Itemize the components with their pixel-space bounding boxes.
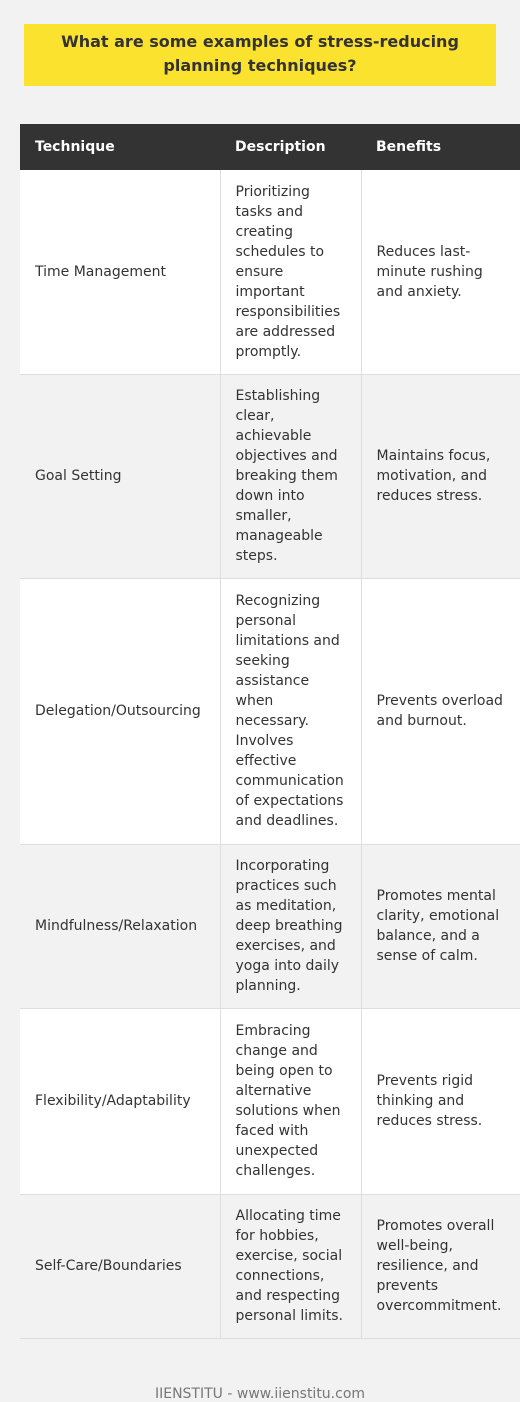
table-row [20,578,520,844]
benefits-cell: Promotes mental clarity, emotional balance, and a sense of calm. [361,844,520,1008]
technique-cell: Flexibility/Adaptability [20,1008,220,1194]
header-description: Description [220,124,361,170]
benefits-cell: Prevents overload and burnout. [361,578,520,844]
table-row [20,374,520,578]
table-row [20,1008,520,1194]
technique-cell: Self-Care/Boundaries [20,1194,220,1338]
table-row [20,844,520,1008]
page-title: What are some examples of stress-reducing planning techniques? [24,24,496,86]
description-cell: Embracing change and being open to alternative solutions when faced with unexpected challenges. [220,1008,361,1194]
technique-cell: Goal Setting [20,374,220,578]
description-cell: Incorporating practices such as meditation, deep breathing exercises, and yoga into daily planning. [220,844,361,1008]
header-technique: Technique [20,124,220,170]
technique-cell: Mindfulness/Relaxation [20,844,220,1008]
header-benefits: Benefits [361,124,520,170]
description-cell: Prioritizing tasks and creating schedules to ensure important responsibilities are addressed promptly. [220,170,361,374]
table-header-row [20,124,520,170]
description-cell: Recognizing personal limitations and seeking assistance when necessary. Involves effective communication of expectations and deadlines. [220,578,361,844]
technique-cell: Time Management [20,170,220,374]
benefits-cell: Prevents rigid thinking and reduces stress. [361,1008,520,1194]
description-cell: Allocating time for hobbies, exercise, social connections, and respecting personal limits. [220,1194,361,1338]
footer-credit: IIENSTITU - www.iienstitu.com [154,1386,366,1402]
description-cell: Establishing clear, achievable objectives and breaking them down into smaller, manageable steps. [220,374,361,578]
table-row [20,1194,520,1338]
benefits-cell: Promotes overall well-being, resilience, and prevents overcommitment. [361,1194,520,1338]
techniques-table [20,124,520,1339]
table-row [20,170,520,374]
benefits-cell: Maintains focus, motivation, and reduces stress. [361,374,520,578]
technique-cell: Delegation/Outsourcing [20,578,220,844]
benefits-cell: Reduces last-minute rushing and anxiety. [361,170,520,374]
